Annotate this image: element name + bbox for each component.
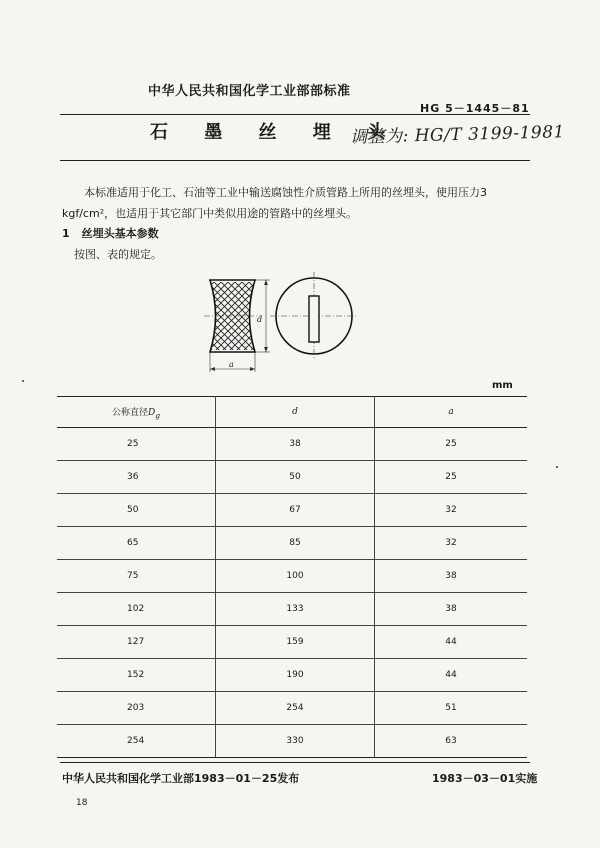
issuing-authority: 中华人民共和国化学工业部部标准 [148,84,351,99]
table-row [57,692,527,725]
cell-a: 25 [375,461,528,494]
cell-nominal-diameter: 75 [57,560,216,593]
cell-d: 159 [216,626,375,659]
scope-text: 本标准适用于化工、石油等工业中输送腐蚀性介质管路上所用的丝埋头，使用压力3 kgf/cm²，也适用于其它部门中类似用途的管路中的丝埋头。 [62,186,487,220]
section-number: 1 [62,227,70,240]
table-row [57,560,527,593]
label-a: a [229,360,234,369]
title-rule [60,160,530,161]
cell-nominal-diameter: 203 [57,692,216,725]
table-row [57,461,527,494]
section-heading [62,225,159,241]
cell-a: 38 [375,560,528,593]
slot [309,296,319,342]
label-d: d [257,315,263,324]
effective-date: 1983－03－01实施 [432,772,538,785]
issue-date: 中华人民共和国化学工业部1983－01－25发布 [62,772,300,785]
cell-a: 44 [375,626,528,659]
handwritten-note: 调整为: HG/T 3199-1981 [349,122,566,148]
section-subtitle: 按图、表的规定。 [74,248,162,261]
cell-d: 330 [216,725,375,758]
cell-d: 100 [216,560,375,593]
header-nominal-diameter [57,397,216,428]
scan-speck [556,466,558,468]
cell-nominal-diameter: 102 [57,593,216,626]
cell-a: 38 [375,593,528,626]
cell-d: 38 [216,428,375,461]
footer-rule [60,762,530,763]
dimension-a [210,352,255,372]
table-header-row [57,397,527,428]
table-row [57,659,527,692]
cell-a: 44 [375,659,528,692]
table-row [57,494,527,527]
table-row [57,527,527,560]
cell-a: 51 [375,692,528,725]
technical-drawing [200,268,370,380]
dimension-d [255,280,270,352]
cell-a: 32 [375,494,528,527]
cell-nominal-diameter: 152 [57,659,216,692]
section-title: 丝埋头基本参数 [81,227,159,240]
standard-code: HG 5－1445－81 [420,102,530,115]
cell-nominal-diameter: 254 [57,725,216,758]
header-d: d [216,397,375,428]
table-row [57,626,527,659]
table-row [57,428,527,461]
header-nominal-symbol: D [147,407,156,418]
unit-label: mm [492,380,513,391]
scan-speck [22,380,24,382]
header-nominal-prefix: 公称直径 [111,407,148,418]
header-a: a [375,397,528,428]
end-view [270,272,358,360]
cell-nominal-diameter: 36 [57,461,216,494]
cell-d: 85 [216,527,375,560]
header-rule [60,114,530,115]
cell-d: 190 [216,659,375,692]
cell-d: 254 [216,692,375,725]
cell-a: 32 [375,527,528,560]
document-title: 石 墨 丝 埋 头 [150,122,401,143]
cell-a: 63 [375,725,528,758]
cell-a: 25 [375,428,528,461]
cell-nominal-diameter: 50 [57,494,216,527]
parameter-table [57,396,527,758]
table-row [57,725,527,758]
cell-d: 50 [216,461,375,494]
cell-d: 133 [216,593,375,626]
scope-paragraph [62,182,540,224]
page-number: 18 [76,798,88,808]
side-view [204,280,262,352]
table-row [57,593,527,626]
cell-nominal-diameter: 127 [57,626,216,659]
header-nominal-sub: g [155,410,161,420]
cell-nominal-diameter: 65 [57,527,216,560]
cell-d: 67 [216,494,375,527]
cell-nominal-diameter: 25 [57,428,216,461]
